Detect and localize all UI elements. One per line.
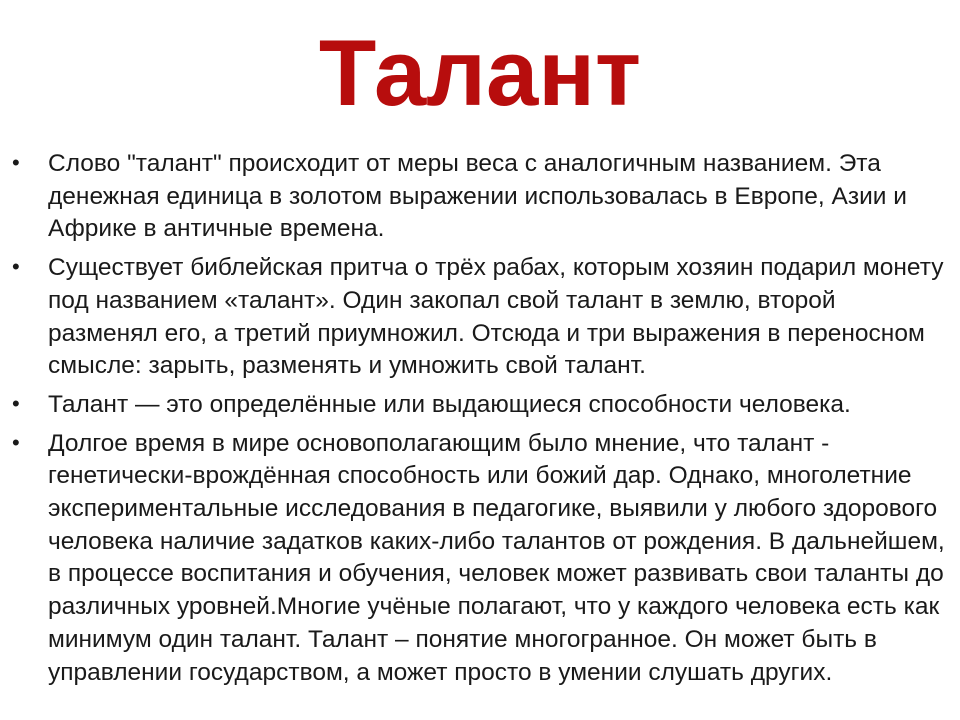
slide-title: Талант <box>318 20 642 125</box>
bullet-item-definition <box>12 389 952 422</box>
bullet-text: Слово "талант" происходит от меры веса с аналогичным названием. Эта денежная единица в золотом выражении использовалась в Европе, Азии и Африке в античные времена. <box>48 150 907 243</box>
bullet-text: Существует библейская притча о трёх рабах, которым хозяин подарил монету под названием «талант». Один закопал свой талант в землю, второй разменял его, а третий приумножил. Отсюда и три выражения в переносном смысле: зарыть, разменять и умножить свой талант. <box>48 254 944 380</box>
bullet-text: Долгое время в мире основополагающим было мнение, что талант - генетически-врождённая способность или божий дар. Однако, многолетние экспериментальные исследования в педагогике, выявили у любого здорового человека наличие задатков каких-либо талантов от рождения. В дальнейшем, в процессе воспитания и обучения, человек может развивать свои таланты до различных уровней.Многие учёные полагают, что у каждого человека есть как минимум один талант. Талант – понятие многогранное. Он может быть в управлении государством, а может просто в умении слушать других. <box>48 429 945 686</box>
bullet-item-origin <box>12 148 952 246</box>
bullet-item-parable <box>12 252 952 383</box>
bullet-dot-icon: • <box>12 429 20 455</box>
bullet-text: Талант — это определённые или выдающиеся способности человека. <box>48 390 851 418</box>
bullet-dot-icon: • <box>12 390 20 416</box>
bullet-item-research <box>12 428 952 690</box>
bullet-list <box>12 148 952 695</box>
bullet-dot-icon: • <box>12 254 20 280</box>
bullet-dot-icon: • <box>12 150 20 175</box>
